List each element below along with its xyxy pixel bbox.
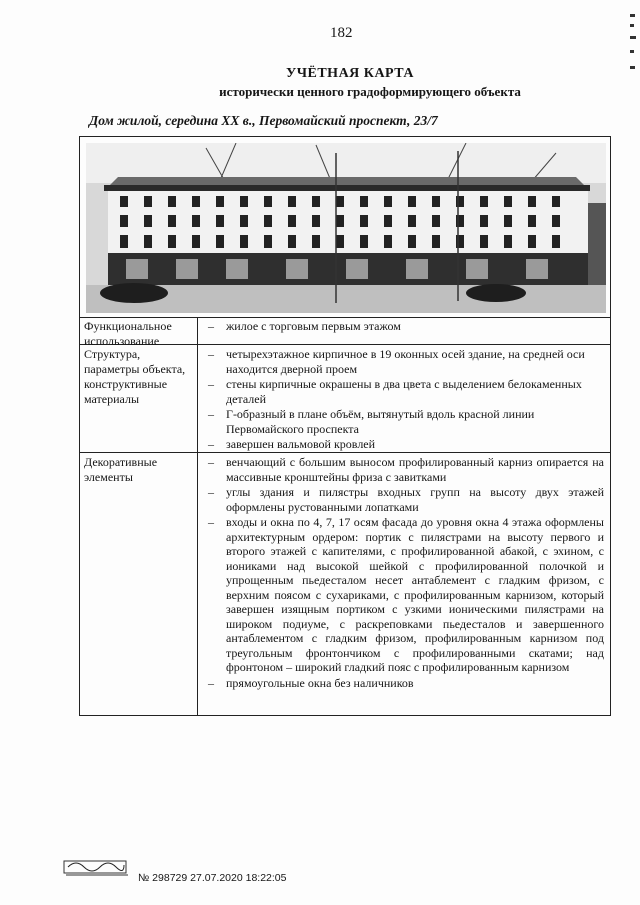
row-label: Структура, параметры объекта, конструктивные материалы bbox=[80, 345, 198, 452]
row-content bbox=[198, 453, 610, 715]
dash-bullet: – bbox=[208, 407, 214, 421]
list-item: – жилое с торговым первым этажом bbox=[208, 319, 401, 333]
building-photo-icon bbox=[86, 143, 606, 313]
dash-bullet: – bbox=[208, 347, 214, 361]
list-item: – прямоугольные окна без наличников bbox=[208, 675, 414, 690]
dash-bullet: – bbox=[208, 485, 214, 499]
list-item: – Г-образный в плане объём, вытянутый вдоль красной линии Первомайского проспекта bbox=[208, 407, 535, 436]
list-item: – четырехэтажное кирпичное в 19 оконных осей здание, на средней оси находится дверной проем bbox=[208, 347, 585, 376]
dash-bullet: – bbox=[208, 515, 214, 529]
row-label: Декоративные элементы bbox=[80, 453, 198, 715]
row-decorative bbox=[80, 453, 610, 715]
object-name: Дом жилой, середина XX в., Первомайский проспект, 23/7 bbox=[89, 113, 438, 128]
dash-bullet: – bbox=[208, 675, 214, 690]
photo-cell bbox=[80, 137, 610, 318]
document-registration-number: № 298729 27.07.2020 18:22:05 bbox=[138, 872, 287, 884]
row-label: Функциональное использование bbox=[80, 317, 198, 344]
dash-bullet: – bbox=[208, 455, 214, 469]
row-content bbox=[198, 345, 610, 452]
list-item: – стены кирпичные окрашены в два цвета с выделением белокаменных деталей bbox=[208, 377, 582, 406]
dash-bullet: – bbox=[208, 319, 214, 333]
card-subtitle: исторически ценного градоформирующего объекта bbox=[219, 84, 521, 99]
page-number: 182 bbox=[330, 25, 353, 41]
record-card-table bbox=[79, 136, 611, 716]
list-item: – углы здания и пилястры входных групп на высоту двух этажей оформлены рустованными лопатками bbox=[208, 485, 604, 514]
dash-bullet: – bbox=[208, 437, 214, 451]
list-item: – венчающий с большим выносом профилированный карниз опирается на массивные кронштейны фриза с завитками bbox=[208, 455, 604, 484]
card-title: УЧЁТНАЯ КАРТА bbox=[285, 66, 415, 81]
row-functional bbox=[80, 317, 610, 348]
signature-stamp-icon bbox=[62, 855, 132, 879]
row-content bbox=[198, 317, 610, 344]
row-structure bbox=[80, 345, 610, 453]
list-item: – входы и окна по 4, 7, 17 осям фасада до уровня окна 4 этажа оформлены архитектурным ордером: портик с пилястрами на высоту первого и второго этажей с капителями, с профилированной абакой, с эхином, с иониками над высокой шейкой с профилированной полочкой и упрощенным пьедесталом несет антаблемент с гладким фризом, с верхним поясом с сухариками, с профилированным карнизом, который завершен изящным портиком с узкими ионическими пилястрами на широком подиуме, с раскреповками пьедесталов и завершенного антаблементом с гладким фризом, профилированным карнизом под треугольным фронтончиком с профилированными скатами; над фронтоном – широкий гладкий пояс с профилированным карнизом bbox=[208, 515, 604, 674]
list-item: – завершен вальмовой кровлей bbox=[208, 437, 376, 451]
dash-bullet: – bbox=[208, 377, 214, 391]
